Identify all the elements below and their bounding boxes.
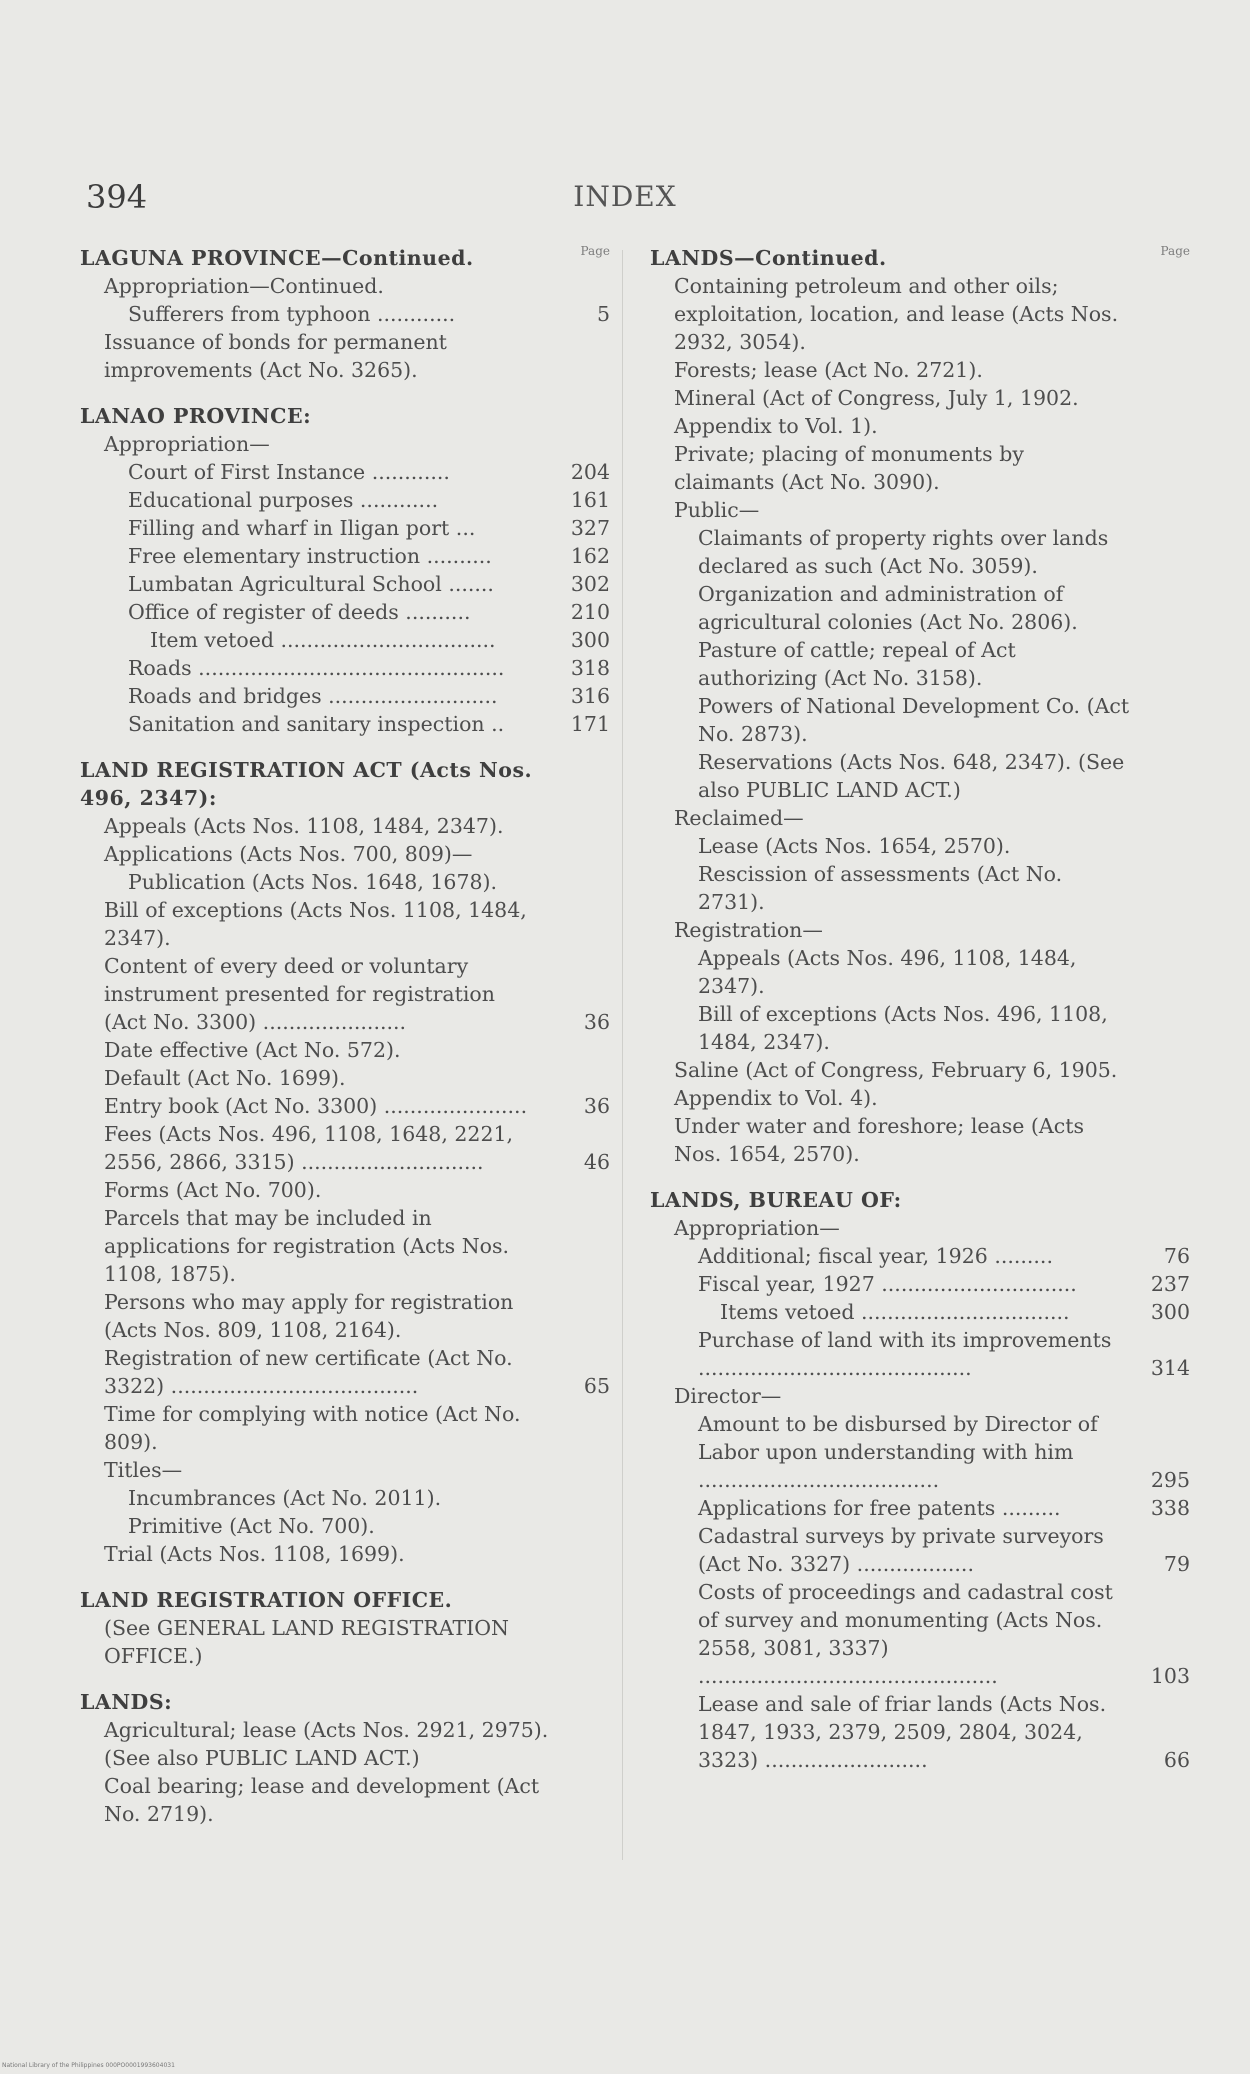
- index-entry: [80, 1344, 610, 1400]
- page-ref: 327: [570, 516, 610, 540]
- index-entry: [650, 1270, 1190, 1298]
- entry-text: Saline (Act of Congress, February 6, 1905. Appendix to Vol. 4).: [674, 1058, 1118, 1110]
- entry-text: Parcels that may be included in applications for registration (Acts Nos. 1108, 1875).: [104, 1206, 510, 1286]
- index-entry: [80, 430, 610, 458]
- page-column-header: Page: [1160, 244, 1190, 258]
- index-entry: [650, 692, 1190, 748]
- index-entry: [80, 272, 610, 300]
- index-column-left: [80, 244, 610, 1828]
- page-ref: 65: [583, 1374, 610, 1398]
- page-ref: 204: [570, 460, 610, 484]
- entry-text: Sufferers from typhoon ............: [128, 302, 456, 326]
- index-entry: [80, 328, 610, 384]
- index-entry: [80, 1176, 610, 1204]
- entry-text: Lumbatan Agricultural School .......: [128, 572, 494, 596]
- entry-text: Office of register of deeds ..........: [128, 600, 471, 624]
- entry-text: Content of every deed or voluntary instrument presented for registration (Act No. 3300) ......................: [104, 954, 495, 1034]
- entry-text: LAGUNA PROVINCE—Continued.: [80, 246, 474, 270]
- index-entry: [80, 486, 610, 514]
- index-heading: [80, 1586, 610, 1614]
- index-heading: [80, 1688, 610, 1716]
- page-ref: 302: [570, 572, 610, 596]
- index-heading: [650, 244, 1190, 272]
- entry-text: Titles—: [104, 1458, 183, 1482]
- column-divider: [622, 250, 623, 1860]
- scan-footer: National Library of the Philippines 000PO0001993604031: [2, 2062, 175, 2069]
- entry-text: Bill of exceptions (Acts Nos. 1108, 1484, 2347).: [104, 898, 527, 950]
- entry-text: Lease (Acts Nos. 1654, 2570).: [698, 834, 1011, 858]
- index-entry: [650, 636, 1190, 692]
- index-entry: [650, 944, 1190, 1000]
- entry-text: Forms (Act No. 700).: [104, 1178, 322, 1202]
- index-entry: [80, 1204, 610, 1288]
- index-entry: [80, 1064, 610, 1092]
- index-entry: [80, 1512, 610, 1540]
- entry-text: Incumbrances (Act No. 2011).: [128, 1486, 442, 1510]
- index-entry: [650, 356, 1190, 384]
- entry-text: Mineral (Act of Congress, July 1, 1902. Appendix to Vol. 1).: [674, 386, 1079, 438]
- entry-text: LANDS:: [80, 1690, 173, 1714]
- entry-text: Publication (Acts Nos. 1648, 1678).: [128, 870, 498, 894]
- entry-list: [80, 244, 610, 1828]
- entry-text: Pasture of cattle; repeal of Act authorizing (Act No. 3158).: [698, 638, 1016, 690]
- entry-text: LANAO PROVINCE:: [80, 404, 312, 428]
- entry-text: Persons who may apply for registration (Acts Nos. 809, 1108, 2164).: [104, 1290, 514, 1342]
- index-entry: [80, 840, 610, 868]
- entry-text: Applications (Acts Nos. 700, 809)—: [104, 842, 473, 866]
- index-entry: [650, 496, 1190, 524]
- index-entry: [80, 1540, 610, 1568]
- index-entry: [80, 1092, 610, 1120]
- page-ref: 300: [1150, 1300, 1190, 1324]
- index-entry: [650, 440, 1190, 496]
- index-entry: [650, 804, 1190, 832]
- index-entry: [650, 916, 1190, 944]
- index-entry: [80, 682, 610, 710]
- entry-text: Lease and sale of friar lands (Acts Nos. 1847, 1933, 2379, 2509, 2804, 3024, 3323) .........................: [698, 1692, 1107, 1772]
- entry-text: Cadastral surveys by private surveyors (Act No. 3327) ..................: [698, 1524, 1104, 1576]
- entry-text: Registration of new certificate (Act No. 3322) ......................................: [104, 1346, 513, 1398]
- index-heading: [650, 1186, 1190, 1214]
- page-ref: 318: [570, 656, 610, 680]
- entry-text: Trial (Acts Nos. 1108, 1699).: [104, 1542, 405, 1566]
- entry-text: Reclaimed—: [674, 806, 804, 830]
- page-ref: 79: [1163, 1552, 1190, 1576]
- index-entry: [650, 1522, 1190, 1578]
- index-entry: [650, 748, 1190, 804]
- index-entry: [80, 952, 610, 1036]
- entry-text: Items vetoed ................................: [720, 1300, 1070, 1324]
- index-entry: [650, 384, 1190, 440]
- index-entry: [80, 626, 610, 654]
- index-entry: [80, 514, 610, 542]
- entry-text: Public—: [674, 498, 760, 522]
- entry-text: Costs of proceedings and cadastral cost of survey and monumenting (Acts Nos. 2558, 3081, 3337) ..............................................: [698, 1580, 1113, 1688]
- entry-text: Roads ...............................................: [128, 656, 505, 680]
- entry-text: Time for complying with notice (Act No. 809).: [104, 1402, 521, 1454]
- index-heading: [80, 244, 610, 272]
- page-column-header: Page: [580, 244, 610, 258]
- entry-text: Containing petroleum and other oils; exploitation, location, and lease (Acts Nos. 2932, 3054).: [674, 274, 1119, 354]
- index-entry: [80, 1716, 610, 1772]
- index-entry: [80, 1484, 610, 1512]
- index-column-right: [650, 244, 1190, 1774]
- index-entry: [650, 1112, 1190, 1168]
- index-entry: [80, 598, 610, 626]
- page-ref: 46: [583, 1150, 610, 1174]
- page-ref: 66: [1163, 1748, 1190, 1772]
- index-entry: [650, 860, 1190, 916]
- entry-text: Free elementary instruction ..........: [128, 544, 492, 568]
- entry-text: Private; placing of monuments by claimants (Act No. 3090).: [674, 442, 1024, 494]
- index-entry: [80, 570, 610, 598]
- index-entry: [80, 896, 610, 952]
- entry-text: Powers of National Development Co. (Act No. 2873).: [698, 694, 1130, 746]
- page-ref: 36: [583, 1010, 610, 1034]
- entry-text: Appeals (Acts Nos. 496, 1108, 1484, 2347).: [698, 946, 1077, 998]
- entry-text: Roads and bridges ..........................: [128, 684, 498, 708]
- page-ref: 171: [570, 712, 610, 736]
- entry-text: LAND REGISTRATION ACT (Acts Nos. 496, 2347):: [80, 758, 533, 810]
- entry-text: Purchase of land with its improvements ..........................................: [698, 1328, 1112, 1380]
- index-entry: [650, 272, 1190, 356]
- index-entry: [650, 1494, 1190, 1522]
- index-entry: [80, 1456, 610, 1484]
- page-ref: 338: [1150, 1496, 1190, 1520]
- entry-text: Under water and foreshore; lease (Acts Nos. 1654, 2570).: [674, 1114, 1084, 1166]
- page-ref: 103: [1150, 1664, 1190, 1688]
- entry-text: Coal bearing; lease and development (Act No. 2719).: [104, 1774, 540, 1826]
- index-entry: [80, 1120, 610, 1176]
- entry-text: Appeals (Acts Nos. 1108, 1484, 2347).: [104, 814, 504, 838]
- entry-text: Amount to be disbursed by Director of Labor upon understanding with him .....................................: [698, 1412, 1098, 1492]
- index-entry: [650, 1298, 1190, 1326]
- index-entry: [650, 1410, 1190, 1494]
- index-heading: [80, 756, 610, 812]
- running-head: INDEX: [573, 180, 677, 213]
- page-ref: 295: [1150, 1468, 1190, 1492]
- page-ref: 316: [570, 684, 610, 708]
- entry-text: Applications for free patents .........: [698, 1496, 1061, 1520]
- entry-text: Appropriation—: [104, 432, 270, 456]
- entry-text: LANDS, BUREAU OF:: [650, 1188, 902, 1212]
- entry-text: Appropriation—: [674, 1216, 840, 1240]
- index-entry: [80, 458, 610, 486]
- entry-text: Entry book (Act No. 3300) ......................: [104, 1094, 528, 1118]
- index-entry: [80, 1400, 610, 1456]
- index-entry: [80, 542, 610, 570]
- entry-text: LAND REGISTRATION OFFICE.: [80, 1588, 453, 1612]
- index-entry: [650, 524, 1190, 580]
- page-ref: 76: [1163, 1244, 1190, 1268]
- index-entry: [80, 300, 610, 328]
- entry-text: Date effective (Act No. 572).: [104, 1038, 401, 1062]
- entry-text: Fees (Acts Nos. 496, 1108, 1648, 2221, 2556, 2866, 3315) ............................: [104, 1122, 514, 1174]
- index-entry: [650, 1382, 1190, 1410]
- entry-text: Item vetoed .................................: [150, 628, 496, 652]
- entry-text: Reservations (Acts Nos. 648, 2347). (See also PUBLIC LAND ACT.): [698, 750, 1125, 802]
- entry-text: Agricultural; lease (Acts Nos. 2921, 2975). (See also PUBLIC LAND ACT.): [104, 1718, 549, 1770]
- entry-text: Sanitation and sanitary inspection ..: [128, 712, 505, 736]
- index-heading: [80, 402, 610, 430]
- page-number: 394: [86, 178, 148, 216]
- index-entry: [650, 1326, 1190, 1382]
- entry-text: Organization and administration of agricultural colonies (Act No. 2806).: [698, 582, 1078, 634]
- page-ref: 237: [1150, 1272, 1190, 1296]
- index-entry: [650, 1242, 1190, 1270]
- page-ref: 36: [583, 1094, 610, 1118]
- entry-text: (See GENERAL LAND REGISTRATION OFFICE.): [104, 1616, 509, 1668]
- page-ref: 210: [570, 600, 610, 624]
- entry-text: Director—: [674, 1384, 782, 1408]
- entry-text: Fiscal year, 1927 ..............................: [698, 1272, 1077, 1296]
- entry-text: Issuance of bonds for permanent improvements (Act No. 3265).: [104, 330, 447, 382]
- entry-text: Appropriation—Continued.: [104, 274, 384, 298]
- index-entry: [80, 1288, 610, 1344]
- entry-text: Court of First Instance ............: [128, 460, 450, 484]
- page-ref: 162: [570, 544, 610, 568]
- page-ref: 300: [570, 628, 610, 652]
- index-entry: [80, 812, 610, 840]
- entry-text: Registration—: [674, 918, 823, 942]
- entry-list: [650, 244, 1190, 1774]
- index-entry: [650, 1690, 1190, 1774]
- entry-text: Claimants of property rights over lands declared as such (Act No. 3059).: [698, 526, 1109, 578]
- page-header: [80, 178, 1170, 218]
- entry-text: Filling and wharf in Iligan port ...: [128, 516, 476, 540]
- index-entry: [80, 654, 610, 682]
- page-ref: 314: [1150, 1356, 1190, 1380]
- index-entry: [80, 710, 610, 738]
- entry-text: Bill of exceptions (Acts Nos. 496, 1108, 1484, 2347).: [698, 1002, 1108, 1054]
- index-entry: [650, 580, 1190, 636]
- index-entry: [650, 832, 1190, 860]
- index-entry: [80, 1772, 610, 1828]
- entry-text: Rescission of assessments (Act No. 2731).: [698, 862, 1063, 914]
- entry-text: Additional; fiscal year, 1926 .........: [698, 1244, 1053, 1268]
- entry-text: Forests; lease (Act No. 2721).: [674, 358, 983, 382]
- index-entry: [650, 1000, 1190, 1056]
- entry-text: LANDS—Continued.: [650, 246, 887, 270]
- page-ref: 161: [570, 488, 610, 512]
- page-ref: 5: [596, 302, 610, 326]
- index-entry: [80, 1614, 610, 1670]
- index-entry: [80, 868, 610, 896]
- entry-text: Primitive (Act No. 700).: [128, 1514, 375, 1538]
- index-entry: [80, 1036, 610, 1064]
- index-entry: [650, 1056, 1190, 1112]
- entry-text: Educational purposes ............: [128, 488, 439, 512]
- index-entry: [650, 1578, 1190, 1690]
- entry-text: Default (Act No. 1699).: [104, 1066, 346, 1090]
- index-entry: [650, 1214, 1190, 1242]
